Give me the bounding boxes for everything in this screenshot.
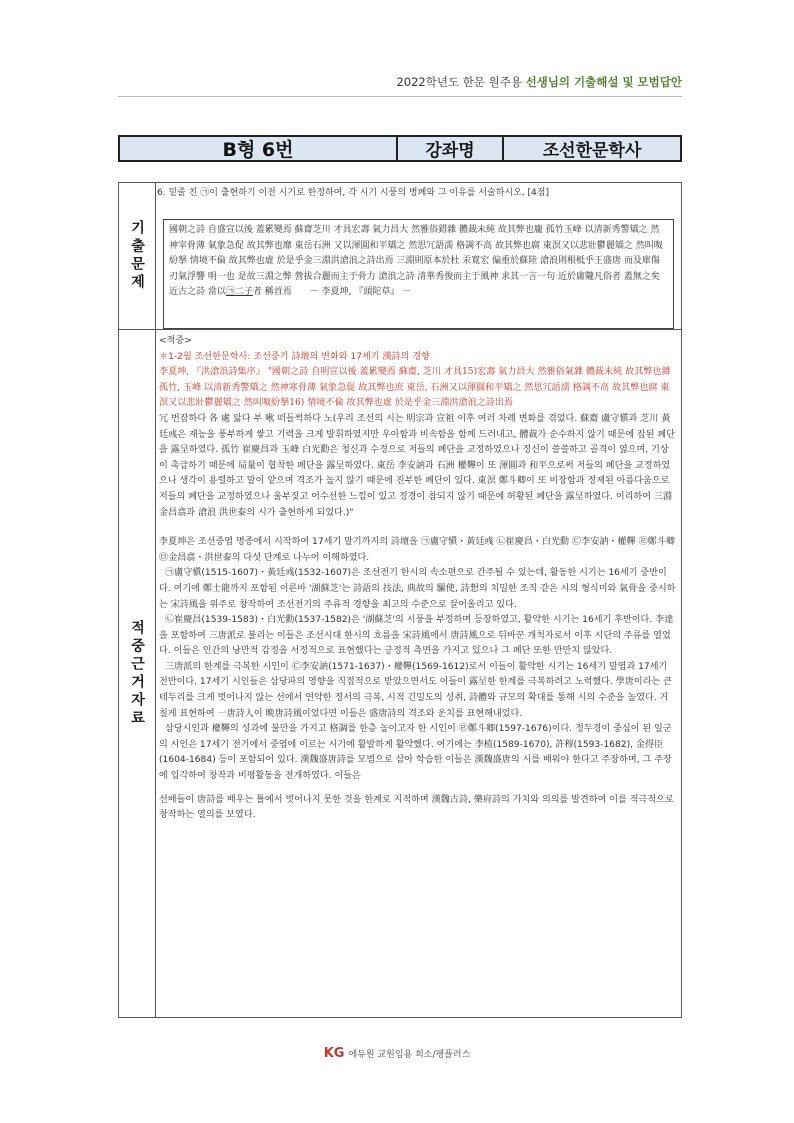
title-row	[118, 135, 682, 162]
evidence-quote: 李夏坤, 『洪滄浪詩集序』 "國朝之詩 自明宣以後 蓋累變焉 蘇齋, 芝川 才具15)宏壽 氣力昌大 然雅俗氣雜 體裁未純 故其弊也雜 孤竹, 玉峰 以清新秀警矯之 然神寒骨薄 氣象急促 故其弊也庶 東岳, 石洲又以渾圓和平矯之 然思冗語濡 格調不高 故其弊也腐 東溟又以悲壯鬱麗矯之 然叫呶紛拏16) 情境不倫 故其弊也虛 於是乎金三淵洪滄浪之詩出焉	[159, 367, 671, 409]
evidence-paragraph: 李夏坤은 조선중엽 명종에서 시작하여 17세기 말기까지의 詩壇을 ㉠盧守愼・黃廷彧 ㉡崔慶昌・白光勳 ㉢李安訥・權鞸 ㉣鄭斗卿 ㉤金昌翕・洪世泰의 다섯 단계로 나누어 이해하였다.	[159, 537, 675, 563]
evidence-label: 적중근거자료	[129, 619, 145, 728]
evidence-tag: <적중>	[159, 336, 192, 346]
spacer	[159, 785, 677, 793]
evidence-paragraph: ㉡崔慶昌(1539-1583)・白光勳(1537-1582)은 '湖蘇芝'의 시풍을 부정하며 등장하였고, 활약한 시기는 16세기 후반이다. 李達을 포함하여 三唐派로 불리는 이들은 조선시대 한시의 흐름을 宋詩風에서 唐詩風으로 뒤바꾼 개척자로서 이후 시단의 주류를 열었다. 이들은 인간의 낭만적 감정을 서정적으로 표현했다는 긍정적 측면을 가지고 있으나 그 폐단 또한 만만치 않았다.	[159, 615, 674, 657]
exam-number: B형 6번	[120, 137, 398, 160]
question-label: 기출문제	[129, 220, 145, 292]
header-highlight: 선생님의 기출해설 및 모범답안	[525, 75, 682, 89]
footer-text: 에듀원 교원임용 희소/팽플러스	[348, 1049, 471, 1060]
question-label-cell	[119, 183, 156, 329]
evidence-translation: 冗 번잡하다 各 處 앓다 부 啾 떠들썩하다 노(우리 조선의 시는 明宗과 宣祖 이후 여러 차례 변화를 겪었다. 蘇齋 盧守愼과 芝川 黃廷彧은 재능을 풍부하게 쌓고 기력을 크게 발휘하였지만 우아함과 비속함을 함께 드러내고, 體裁가 순수하지 않기 때문에 잡된 폐단을 露呈하였다. 孤竹 崔慶昌과 玉峰 白光勳은 청신과 수경으로 저들의 폐단을 교정하였으나 정신이 쓸쓸하고 골격이 엷으며, 기상이 촉급하기 때문에 局量이 협착한 폐단을 露呈하였다. 東岳 李安訥과 石洲 權鞸이 또 渾圓과 和平으로써 저들의 폐단을 교정하였으나 생각이 용렬하고 말이 얕으며 격조가 높지 않기 때문에 진부한 폐단이 있다. 東溟 鄭斗卿이 또 비장함과 정제된 아름다움으로 저들의 폐단을 교정하였으나 울부짖고 어수선한 느낌이 있고 정경이 참되지 않기 때문에 허황된 폐단을 露呈하였다. 이리하여 三淵 金昌翕과 滄浪 洪世泰의 시가 출현하게 되었다.)"	[159, 413, 675, 518]
evidence-source-title: ＊1-2월 조선한문학사: 조선중기 詩壇의 변화와 17세기 漢詩의 경향	[159, 351, 430, 362]
lecture-name: 조선한문학사	[542, 141, 642, 161]
evidence-paragraph: 三唐派의 한계를 극복한 시인이 ㉢李安訥(1571-1637)・權鞸(1569-1612)로서 이들이 활약한 시기는 16세기 말엽과 17세기 전반이다. 17세기 시인들은 삼당파의 영향을 직접적으로 받았으면서도 이들이 露呈한 한계를 극복하려고 노력했다. 學唐이라는 큰 테두리를 크게 벗어나지 않는 선에서 연약한 정서의 극복, 시적 긴밀도의 성취, 詩體와 규모의 확대를 통해 시의 수준을 높였다. 거칠게 표현하여 一唐詩人이 晩唐詩風이었다면 이들은 盛唐詩의 격조와 운치를 표현해내었다.	[159, 661, 672, 719]
content-table	[118, 182, 682, 1018]
page-footer	[0, 1043, 794, 1063]
row-divider	[119, 329, 681, 330]
passage-text: 國朝之詩 自盛宣以後 蓋累變焉 蘇齋芝川 才具宏壽 氣力昌大 然雅俗錯雜 體裁未純 故其弊也龐 孤竹玉峰 以清新秀警矯之 然神宰骨薄 氣象急促 故其弊也靡 東岳石洲 又以渾圓和平矯之 然思冗語濡 格調不高 故其弊也腐 東溟又以悲壯鬱麗矯之 然叫呶紛拏 情境不倫 故其弊也虛 於是乎金三淵洪滄浪之詩出焉 三淵則原本於杜 汞寬宏 偏重於蘇陸 滄浪則根柢乎王盛唐 而及庫傷刃氣浮響 明一也 是故三淵之弊 營拔合麗而主于骨力 滄浪之詩 清華秀俊而主于風神 求其一言一句 近於庸隴凡俗者 蓋無之矣 近古之詩 當以	[169, 225, 663, 298]
evidence-label-cell	[119, 330, 156, 1017]
passage-source: 者 稱首焉 － 李夏坤, 『頭陀草』 －	[252, 287, 412, 298]
evidence-content	[159, 334, 677, 824]
evidence-paragraph: 선배들이 唐詩를 배우는 틀에서 벗어나지 못한 것을 한계로 지적하며 漢魏古詩, 樂府詩의 가치와 의의를 발견하여 이를 적극적으로 창작하는 열의를 보였다.	[159, 794, 674, 821]
passage-underlined: ㉠二子	[225, 287, 253, 298]
header-title	[396, 74, 682, 90]
question-passage	[163, 219, 674, 329]
evidence-paragraph: 삼당시인과 權鞸의 성과에 불만을 가지고 格調를 한층 높이고자 한 시인이 ㉣鄭斗卿(1597-1676)이다. 정두경이 중심이 된 일군의 시인은 17세기 전기에서 중엽에 이르는 시기에 활발하게 활약했다. 여기에는 李植(1589-1670), 許穆(1593-1682), 金得臣(1604-1684) 등이 포함되어 있다. 漢魏盛唐詩를 모범으로 삼아 학습한 이들은 漢魏盛唐의 시를 배워야 한다고 주장하며, 그 주장에 입각하여 창작과 비평활동을 전개하였다. 이들은	[159, 724, 672, 782]
brand-logo-icon: KG	[323, 1045, 345, 1061]
header-prefix: 2022학년도 한문 원주용	[396, 75, 526, 89]
question-text: 6. 밑줄 친 ㉠이 출현하기 이전 시기로 한정하여, 각 시기 시풍의 병폐와 그 이유를 서술하시오. [4점]	[157, 188, 549, 198]
spacer	[159, 521, 677, 535]
header-divider	[118, 96, 682, 97]
evidence-paragraph: ㉠盧守愼(1515-1607)・黃廷彧(1532-1607)은 조선전기 한시의 속소편으로 간주될 수 있는데, 활동한 시기는 16세기 중반이다. 여기에 鄭士龍까지 포함된 이른바 '湖蘇芝'는 詩語의 技法, 典故의 驅使, 詩想의 치밀한 조직 같은 시의 형식미와 氣骨을 중시하는 宋詩風을 위주로 창작하여 조선전기의 주류적 경향을 최고의 수준으로 끌어올리고 있다.	[159, 568, 676, 610]
page-header	[0, 0, 794, 100]
lecture-label: 강좌명	[398, 137, 504, 160]
